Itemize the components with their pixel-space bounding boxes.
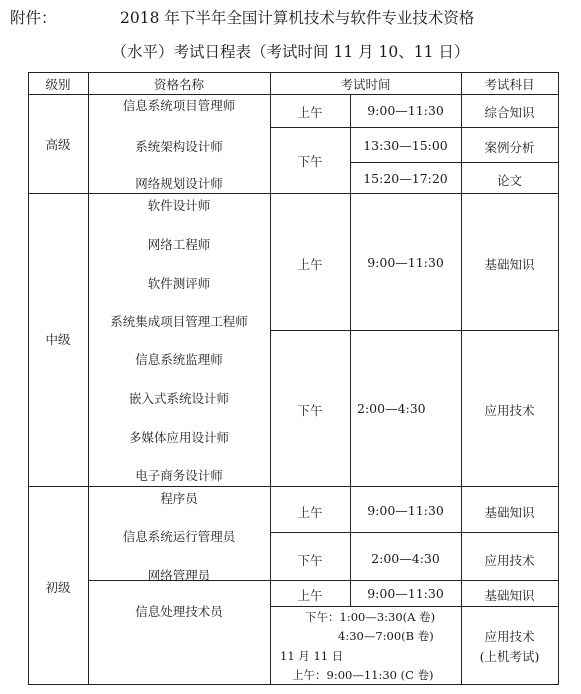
qualification-name: 程序员 (160, 491, 198, 506)
exam-time-note: 下午：1:00—3:30(A 卷) (305, 610, 436, 624)
qualification-name: 系统架构设计师 (135, 139, 223, 154)
attachment-label: 附件： (10, 9, 57, 27)
document-title-line2: （水平）考试日程表（考试时间 11 月 10、11 日） (111, 43, 470, 61)
exam-time-slot: 2:00—4:30 (357, 401, 426, 416)
exam-subject: 应用技术 (484, 629, 535, 644)
qualification-name: 系统集成项目管理工程师 (110, 314, 248, 329)
qualification-name: 信息系统监理师 (135, 352, 223, 367)
level-advanced: 高级 (45, 137, 71, 152)
qualification-name: 多媒体应用设计师 (128, 430, 229, 445)
session-morning: 上午 (297, 505, 323, 520)
session-morning: 上午 (297, 105, 323, 120)
header-level: 级别 (45, 77, 71, 92)
qualification-name: 网络工程师 (147, 237, 211, 252)
qualification-name: 软件设计师 (147, 198, 211, 213)
level-intermediate: 中级 (45, 332, 71, 347)
exam-time-slot: 9:00—11:30 (367, 103, 444, 118)
exam-time-slot: 9:00—11:30 (367, 586, 444, 601)
session-morning: 上午 (297, 588, 323, 603)
exam-subject: 论文 (496, 173, 522, 188)
exam-time-slot: 2:00—4:30 (371, 551, 440, 566)
exam-subject: 基础知识 (484, 505, 535, 520)
header-qualification: 资格名称 (153, 77, 204, 92)
exam-time-slot: 15:20—17:20 (363, 171, 448, 186)
exam-subject-note: (上机考试) (479, 649, 540, 664)
qualification-name: 信息处理技术员 (135, 604, 223, 619)
exam-date-note: 11 月 11 日 (280, 649, 344, 663)
exam-time-note: 上午：9:00—11:30 (C 卷) (292, 668, 434, 682)
exam-subject: 基础知识 (484, 257, 535, 272)
exam-subject: 应用技术 (484, 553, 535, 568)
header-exam-subject: 考试科目 (484, 77, 535, 92)
session-afternoon: 下午 (297, 403, 323, 418)
qualification-name: 信息系统运行管理员 (122, 529, 236, 544)
exam-subject: 综合知识 (484, 105, 535, 120)
exam-time-slot: 9:00—11:30 (367, 255, 444, 270)
title-text-line1: 2018 年下半年全国计算机技术与软件专业技术资格 (120, 9, 475, 27)
qualification-name: 电子商务设计师 (135, 468, 223, 483)
exam-time-note: 4:30—7:00(B 卷) (338, 629, 434, 643)
qualification-name: 软件测评师 (147, 276, 211, 291)
exam-subject: 应用技术 (484, 403, 535, 418)
exam-subject: 基础知识 (484, 588, 535, 603)
qualification-name: 信息系统项目管理师 (122, 98, 236, 113)
qualification-name: 网络规划设计师 (135, 176, 223, 191)
exam-subject: 案例分析 (484, 140, 535, 155)
session-afternoon: 下午 (297, 154, 323, 169)
session-morning: 上午 (297, 257, 323, 272)
level-junior: 初级 (45, 580, 71, 595)
header-exam-time: 考试时间 (340, 77, 391, 92)
qualification-name: 网络管理员 (147, 568, 211, 583)
session-afternoon: 下午 (297, 553, 323, 568)
exam-time-slot: 13:30—15:00 (363, 138, 448, 153)
qualification-name: 嵌入式系统设计师 (128, 391, 229, 406)
exam-time-slot: 9:00—11:30 (367, 503, 444, 518)
